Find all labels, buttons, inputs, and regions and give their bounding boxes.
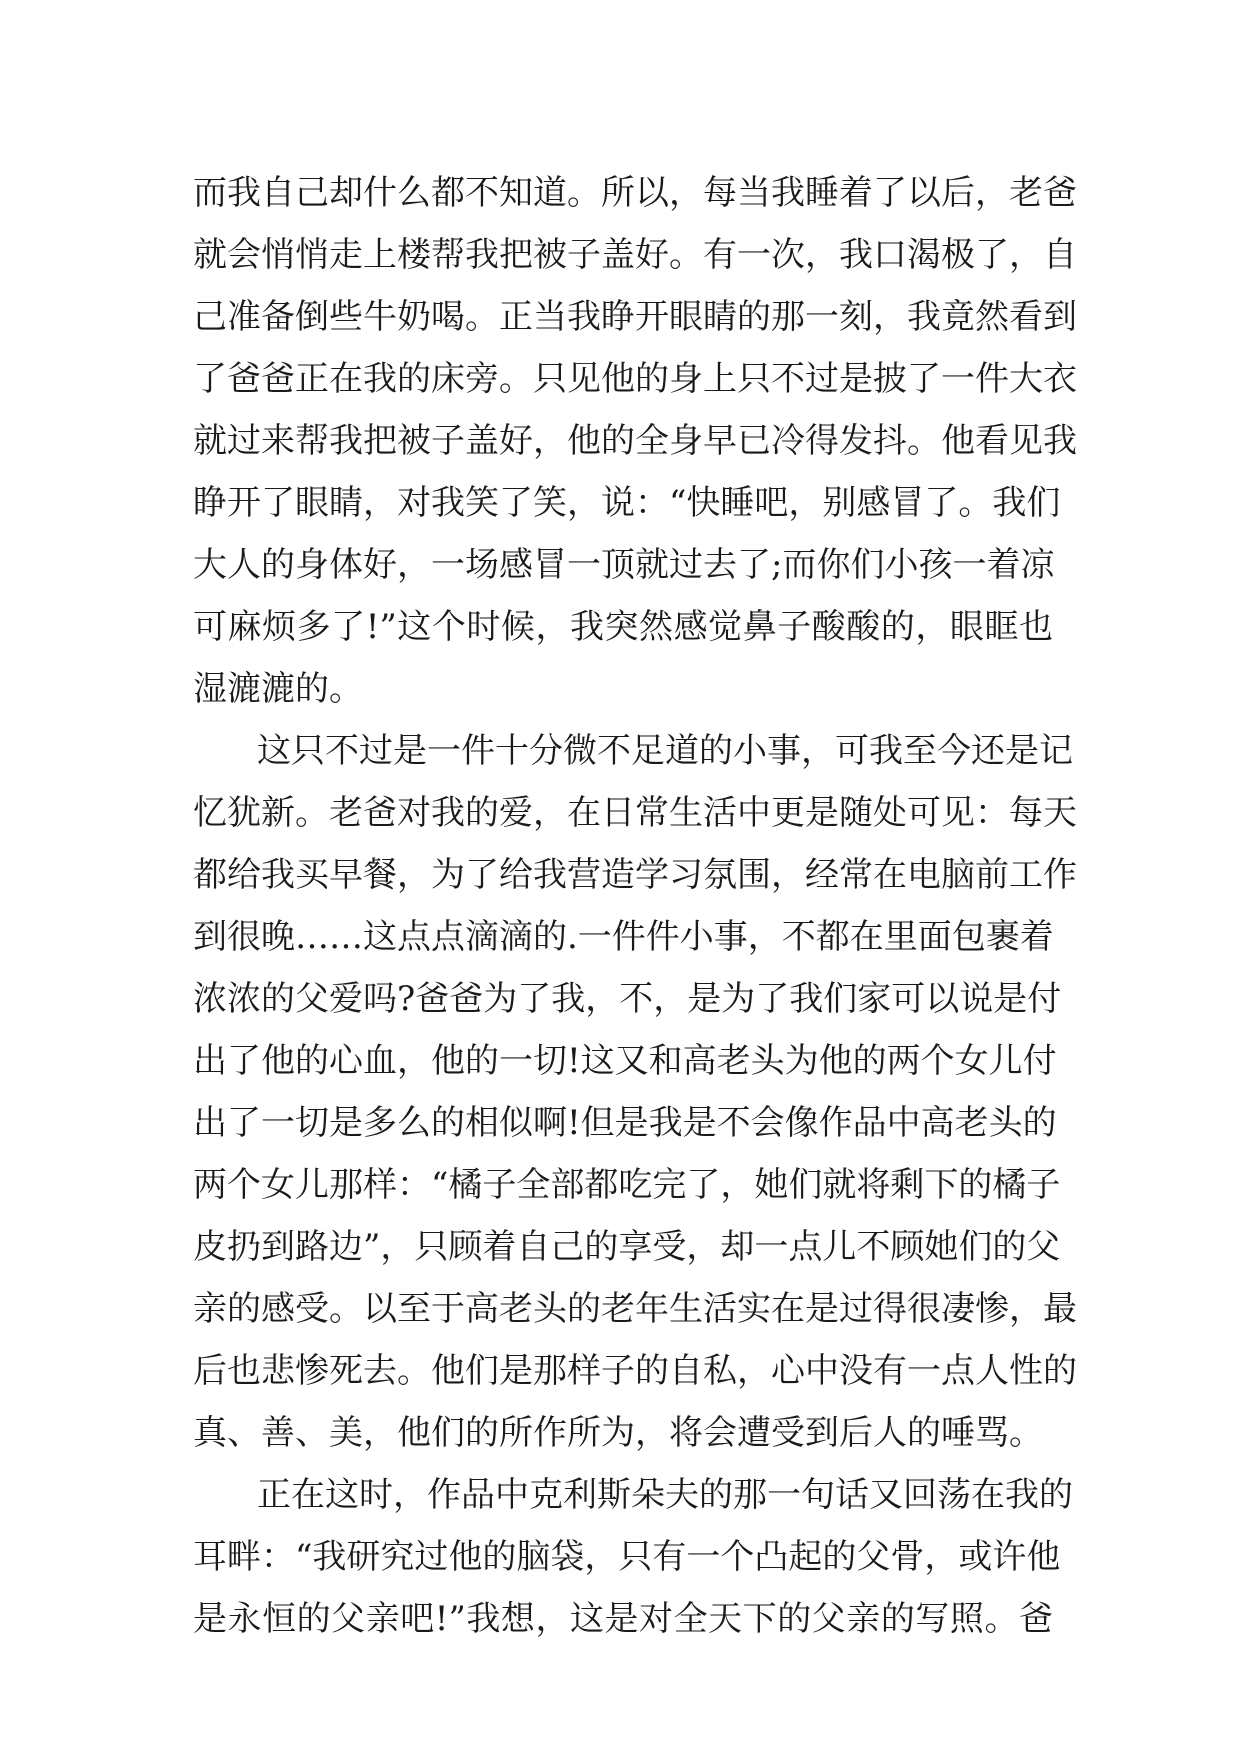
paragraph-2 [193,720,1077,1464]
text-line: 湿漉漉的。 [193,669,363,709]
text-line: 出了他的心血，他的一切!这又和高老头为他的两个女儿付 [193,1041,1057,1081]
text-line: 两个女儿那样：“橘子全部都吃完了，她们就将剩下的橘子 [193,1165,1061,1205]
text-line: 皮扔到路边”，只顾着自己的享受，却一点儿不顾她们的父 [193,1227,1061,1267]
text-line: 出了一切是多么的相似啊!但是我是不会像作品中高老头的 [193,1103,1057,1143]
text-line: 己准备倒些牛奶喝。正当我睁开眼睛的那一刻，我竟然看到 [193,297,1077,337]
text-line: 真、善、美，他们的所作所为，将会遭受到后人的唾骂。 [193,1413,1043,1453]
paragraph-1 [193,162,1077,720]
text-line: 是永恒的父亲吧!”我想，这是对全天下的父亲的写照。爸 [193,1599,1053,1639]
text-line: 就过来帮我把被子盖好，他的全身早已冷得发抖。他看见我 [193,421,1077,461]
text-line: 了爸爸正在我的床旁。只见他的身上只不过是披了一件大衣 [193,359,1077,399]
text-line: 可麻烦多了!”这个时候，我突然感觉鼻子酸酸的，眼眶也 [193,607,1053,647]
text-line: 亲的感受。以至于高老头的老年生活实在是过得很凄惨，最 [193,1289,1077,1329]
text-line: 正在这时，作品中克利斯朵夫的那一句话又回荡在我的 [257,1475,1073,1515]
text-line: 耳畔：“我研究过他的脑袋，只有一个凸起的父骨，或许他 [193,1537,1061,1577]
text-line: 就会悄悄走上楼帮我把被子盖好。有一次，我口渴极了，自 [193,235,1077,275]
body-text [193,162,1077,1650]
text-line: 大人的身体好，一场感冒一顶就过去了;而你们小孩一着凉 [193,545,1055,585]
text-line: 后也悲惨死去。他们是那样子的自私，心中没有一点人性的 [193,1351,1077,1391]
text-line: 浓浓的父爱吗?爸爸为了我，不，是为了我们家可以说是付 [193,979,1062,1019]
text-line: 而我自己却什么都不知道。所以，每当我睡着了以后，老爸 [193,173,1077,213]
text-line: 都给我买早餐，为了给我营造学习氛围，经常在电脑前工作 [193,855,1077,895]
text-line: 这只不过是一件十分微不足道的小事，可我至今还是记 [257,731,1073,771]
text-line: 到很晚……这点点滴滴的.一件件小事，不都在里面包裹着 [193,917,1054,957]
paragraph-3 [193,1464,1073,1650]
text-line: 睁开了眼睛，对我笑了笑，说：“快睡吧，别感冒了。我们 [193,483,1061,523]
text-line: 忆犹新。老爸对我的爱，在日常生活中更是随处可见：每天 [193,793,1077,833]
